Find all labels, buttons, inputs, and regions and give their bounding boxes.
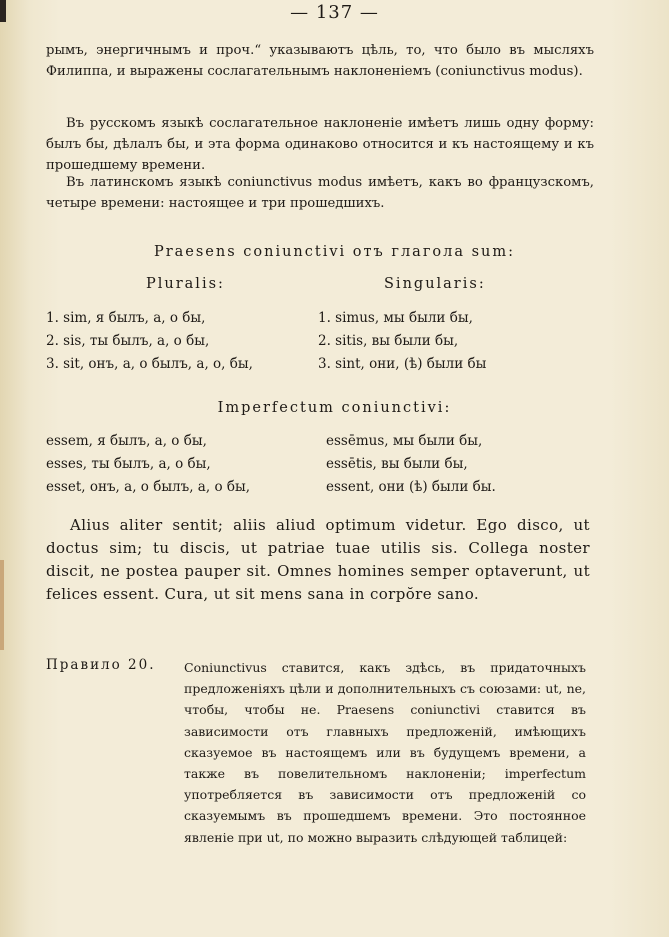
conjugation-line: essēmus, мы были бы,	[326, 433, 483, 449]
conjugation-line: 2. sis, ты былъ, а, о бы,	[46, 333, 210, 349]
paragraph-russian-mood: Въ русскомъ языкѣ сослагательное наклоненіе имѣетъ лишь одну форму: былъ бы, дѣлалъ бы, и эта форма одинаково относится и къ настоящему и къ прошедшему времени.	[46, 116, 594, 173]
imperfectum-right-column	[326, 430, 496, 499]
paragraph-intro: рымъ, энергичнымъ и проч.“ указываютъ цѣль, то, что было въ мысляхъ Филиппа, и выражены сослагательнымъ наклоненіемъ (coniunctivus modus).	[46, 43, 594, 79]
conjugation-line: esses, ты былъ, а, о бы,	[46, 456, 211, 472]
conjugation-line: esset, онъ, а, о былъ, а, о бы,	[46, 479, 251, 495]
conjugation-line: 3. sint, они, (ѣ) были бы	[318, 356, 487, 372]
conjugation-line: 2. sitis, вы были бы,	[318, 333, 459, 349]
heading-pluralis: Pluralis:	[146, 276, 225, 292]
conjugation-line: 1. sim, я былъ, а, о бы,	[46, 310, 206, 326]
heading-singularis: Singularis:	[384, 276, 486, 292]
paragraph-latin-mood: Въ латинскомъ языкѣ coniunctivus modus имѣетъ, какъ во французскомъ, четыре времени: настоящее и три прошедшихъ.	[46, 175, 594, 211]
conjugation-line: essem, я былъ, а, о бы,	[46, 433, 207, 449]
latin-example-text: Alius aliter sentit; aliis aliud optimum videtur. Ego disco, ut doctus sim; tu discis, ut patriae tuae utilis sis. Collega noster discit, ne postea pauper sit. Omnes homines semper optaverunt, ut felices essent. Cura, ut sit mens sana in corpŏre sano.	[46, 516, 590, 603]
imperfectum-left-column	[46, 430, 250, 499]
conjugation-line: essent, они (ѣ) были бы.	[326, 479, 496, 495]
praesens-right-column	[318, 307, 486, 376]
heading-praesens: Praesens coniunctivi отъ глагола sum:	[153, 244, 516, 260]
praesens-left-column	[46, 307, 253, 376]
conjugation-line: essētis, вы были бы,	[326, 456, 468, 472]
conjugation-line: 3. sit, онъ, а, о былъ, а, о, бы,	[46, 356, 253, 372]
page-number: — 137 —	[290, 2, 379, 23]
heading-imperfectum: Imperfectum coniunctivi:	[217, 400, 452, 416]
rule-text: Coniunctivus ставится, какъ здѣсь, въ придаточныхъ предложеніяхъ цѣли и дополнительныхъ съ союзами: ut, ne, чтобы, чтобы не. Praesens coniunctivi ставится въ зависимости отъ главныхъ предложеній, имѣющихъ сказуемое въ настоящемъ или въ будущемъ времени, а также въ повелительномъ наклоненіи; imperfectum употребляется въ зависимости отъ предложеній со сказуемымъ въ прошедшемъ времени. Это постоянное явленіе при ut, по можно выразить слѣдующей таблицей:	[184, 660, 586, 845]
rule-label: Правило 20.	[46, 657, 156, 673]
page-edge-stain	[0, 560, 4, 650]
conjugation-line: 1. simus, мы были бы,	[318, 310, 473, 326]
